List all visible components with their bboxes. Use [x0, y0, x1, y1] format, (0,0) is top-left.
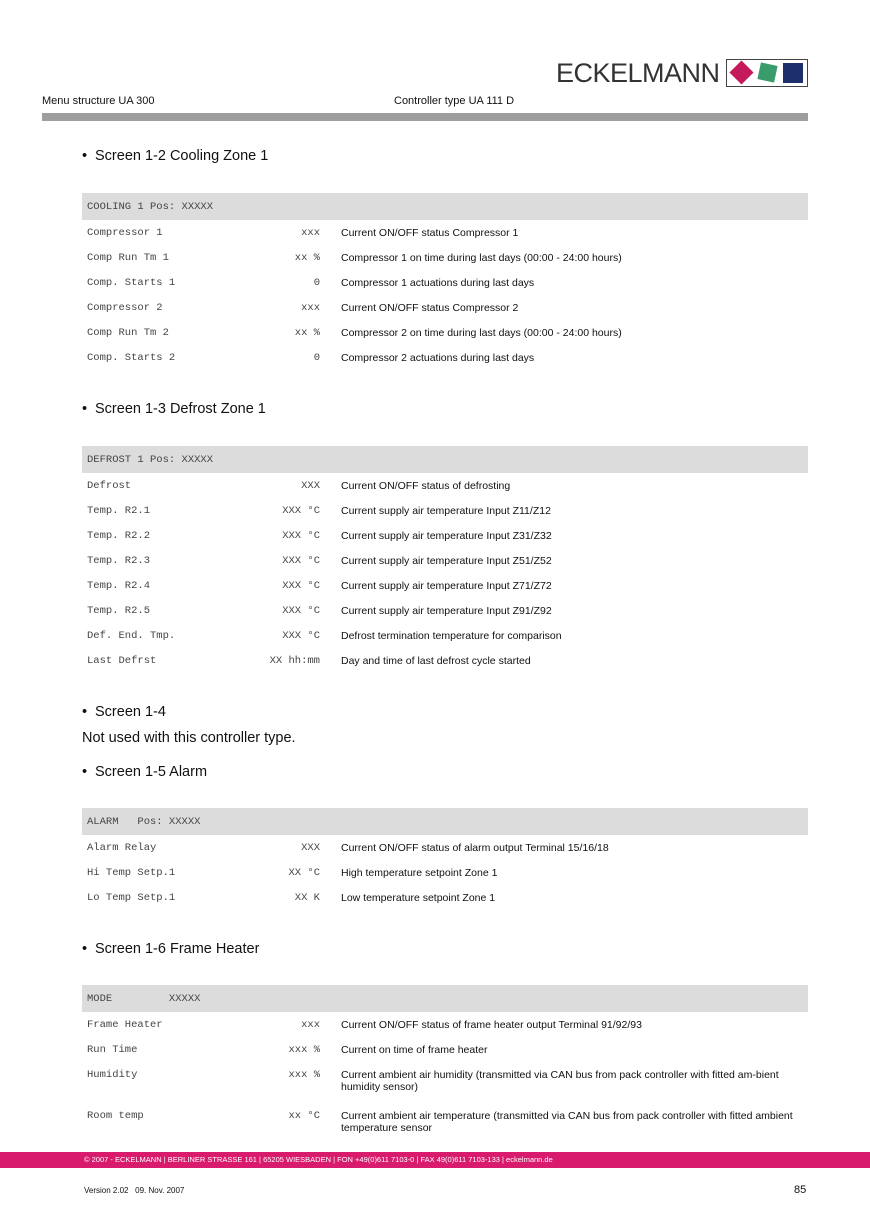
param-description: Compressor 1 actuations during last days: [341, 277, 535, 289]
company-logo: [556, 58, 808, 88]
frame-heater-table: [82, 985, 808, 1144]
param-label: Compressor 2: [87, 302, 163, 314]
param-label: Temp. R2.2: [87, 530, 151, 542]
section-title-screen-1-4: [82, 704, 166, 720]
table-row: [82, 523, 808, 548]
screen-1-4-note: Not used with this controller type.: [82, 730, 296, 746]
param-value: XX °C: [288, 867, 320, 879]
param-label: Comp. Starts 1: [87, 277, 176, 289]
param-description: Current supply air temperature Input Z71/Z72: [341, 580, 552, 592]
bullet: •: [82, 704, 88, 720]
table-row: [82, 295, 808, 320]
param-value: 0: [313, 277, 320, 289]
table-row: [82, 320, 808, 345]
bullet: •: [82, 941, 88, 957]
param-label: Hi Temp Setp.1: [87, 867, 176, 879]
param-label: Frame Heater: [87, 1019, 163, 1031]
table-row: [82, 648, 808, 673]
param-value: XXX °C: [282, 530, 320, 542]
param-label: Humidity: [87, 1069, 138, 1081]
header-divider: [42, 113, 808, 121]
table-row: [82, 245, 808, 270]
section-title-alarm: [82, 764, 207, 780]
param-description: Current supply air temperature Input Z91/Z92: [341, 605, 552, 617]
section-title-frame-heater: [82, 941, 259, 957]
param-value: XX K: [294, 892, 320, 904]
param-description: High temperature setpoint Zone 1: [341, 867, 498, 879]
bullet: •: [82, 148, 88, 164]
param-label: Defrost: [87, 480, 132, 492]
param-label: Comp Run Tm 2: [87, 327, 169, 339]
alarm-table: [82, 808, 808, 910]
param-value: 0: [313, 352, 320, 364]
param-description: Current supply air temperature Input Z51/Z52: [341, 555, 552, 567]
param-value: XXX °C: [282, 555, 320, 567]
param-description: Current ON/OFF status of frame heater output Terminal 91/92/93: [341, 1019, 642, 1031]
param-value: XXX °C: [282, 505, 320, 517]
param-description: Compressor 2 on time during last days (00:00 - 24:00 hours): [341, 327, 622, 339]
cooling-table: [82, 193, 808, 370]
param-description: Low temperature setpoint Zone 1: [341, 892, 496, 904]
page-number: 85: [794, 1184, 807, 1196]
table-row: [82, 1062, 808, 1103]
param-label: Temp. R2.1: [87, 505, 151, 517]
param-value: xxx %: [288, 1069, 320, 1081]
section-title-text: Screen 1-5 Alarm: [95, 764, 208, 780]
param-label: Room temp: [87, 1110, 144, 1122]
param-label: Last Defrst: [87, 655, 157, 667]
section-title-cooling: [82, 148, 268, 164]
table-row: [82, 1012, 808, 1037]
param-label: Alarm Relay: [87, 842, 157, 854]
section-title-defrost: [82, 401, 266, 417]
version-info: Version 2.02 09. Nov. 2007: [84, 1186, 185, 1195]
table-row: [82, 345, 808, 370]
param-value: xxx: [301, 302, 320, 314]
param-description: Current ON/OFF status of alarm output Terminal 15/16/18: [341, 842, 609, 854]
table-row: [82, 220, 808, 245]
param-value: xxx %: [288, 1044, 320, 1056]
table-row: [82, 1037, 808, 1062]
param-value: XXX °C: [282, 605, 320, 617]
param-value: XX hh:mm: [269, 655, 320, 667]
param-description: Day and time of last defrost cycle started: [341, 655, 531, 667]
table-row: [82, 1103, 808, 1144]
param-value: xx %: [294, 327, 320, 339]
param-description: Current ambient air humidity (transmitted via CAN bus from pack controller with fitted am-bient humidity sensor): [341, 1069, 779, 1093]
param-label: Comp. Starts 2: [87, 352, 176, 364]
param-value: XXX: [301, 480, 320, 492]
param-label: Temp. R2.3: [87, 555, 151, 567]
param-value: xx °C: [288, 1110, 320, 1122]
table-header: ALARM Pos: XXXXX: [82, 808, 808, 835]
param-description: Current ON/OFF status Compressor 2: [341, 302, 519, 314]
param-value: xxx: [301, 227, 320, 239]
table-row: [82, 835, 808, 860]
table-row: [82, 573, 808, 598]
param-label: Temp. R2.5: [87, 605, 151, 617]
section-title-text: Screen 1-3 Defrost Zone 1: [95, 401, 266, 417]
param-description: Current ON/OFF status of defrosting: [341, 480, 511, 492]
header-doc-title: Menu structure UA 300: [42, 95, 155, 107]
defrost-table: [82, 446, 808, 673]
header-controller-type: Controller type UA 111 D: [394, 95, 515, 107]
param-label: Comp Run Tm 1: [87, 252, 169, 264]
bullet: •: [82, 401, 88, 417]
table-header: MODE XXXXX: [82, 985, 808, 1012]
param-label: Run Time: [87, 1044, 138, 1056]
section-title-text: Screen 1-2 Cooling Zone 1: [95, 148, 269, 164]
table-header: DEFROST 1 Pos: XXXXX: [82, 446, 808, 473]
param-value: XXX: [301, 842, 320, 854]
param-description: Current supply air temperature Input Z11/Z12: [341, 505, 551, 517]
logo-mark-icon: [726, 59, 808, 87]
param-description: Current ON/OFF status Compressor 1: [341, 227, 519, 239]
param-description: Compressor 2 actuations during last days: [341, 352, 535, 364]
table-header: COOLING 1 Pos: XXXXX: [82, 193, 808, 220]
table-row: [82, 270, 808, 295]
param-description: Current on time of frame heater: [341, 1044, 488, 1056]
section-title-text: Screen 1-4: [95, 704, 166, 720]
table-row: [82, 860, 808, 885]
table-row: [82, 623, 808, 648]
param-value: xx %: [294, 252, 320, 264]
param-label: Def. End. Tmp.: [87, 630, 176, 642]
param-label: Lo Temp Setp.1: [87, 892, 176, 904]
logo-text: ECKELMANN: [556, 58, 720, 88]
table-row: [82, 498, 808, 523]
table-row: [82, 598, 808, 623]
param-value: XXX °C: [282, 580, 320, 592]
param-label: Compressor 1: [87, 227, 163, 239]
section-title-text: Screen 1-6 Frame Heater: [95, 941, 260, 957]
table-row: [82, 885, 808, 910]
param-description: Current supply air temperature Input Z31/Z32: [341, 530, 552, 542]
param-value: XXX °C: [282, 630, 320, 642]
table-row: [82, 473, 808, 498]
bullet: •: [82, 764, 88, 780]
param-description: Current ambient air temperature (transmitted via CAN bus from pack controller with fitted ambient temperature sensor: [341, 1110, 793, 1134]
param-description: Compressor 1 on time during last days (00:00 - 24:00 hours): [341, 252, 622, 264]
footer-imprint: © 2007 - ECKELMANN | BERLINER STRASSE 161 | 65205 WIESBADEN | FON +49(0)611 7103-0 | FAX 49(0)611 7103-133 | eckelmann.de: [84, 1155, 553, 1164]
param-label: Temp. R2.4: [87, 580, 151, 592]
param-value: xxx: [301, 1019, 320, 1031]
table-row: [82, 548, 808, 573]
param-description: Defrost termination temperature for comparison: [341, 630, 562, 642]
